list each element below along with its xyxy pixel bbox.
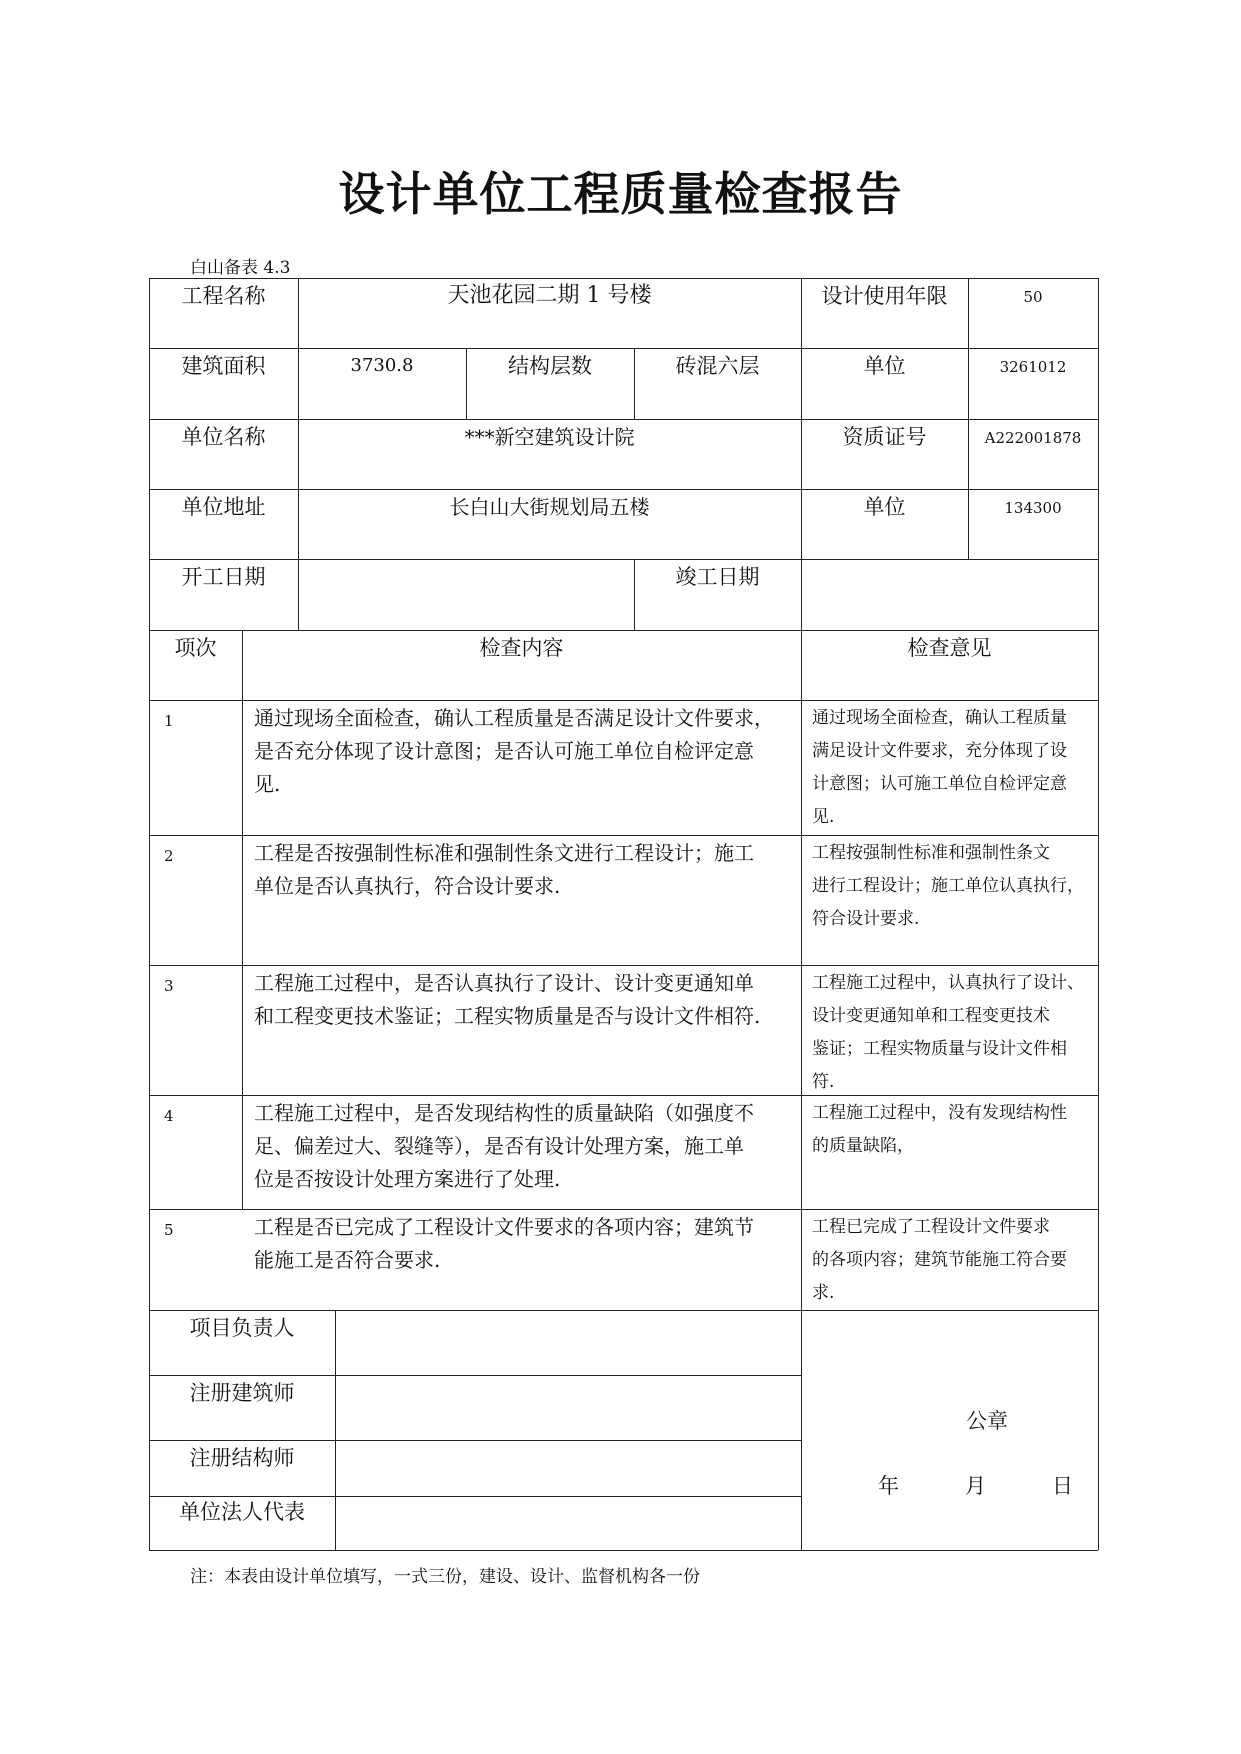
day-label: 日 — [1052, 1474, 1073, 1498]
unit-label-1: 单位 — [863, 354, 906, 378]
item-opinion: 工程施工过程中，没有发现结构性 的质量缺陷， — [812, 1103, 1067, 1156]
item-no: 3 — [164, 977, 174, 995]
unit-value-1: 3261012 — [999, 358, 1067, 376]
form-number: 白山备表 4.3 — [190, 258, 291, 278]
item-content: 工程施工过程中，是否认真执行了设计、设计变更通知单 和工程变更技术鉴证；工程实物质量是否与设计文件相符. — [254, 971, 761, 1028]
structural-engineer-label: 注册结构师 — [189, 1446, 295, 1470]
structure-label: 结构层数 — [508, 354, 592, 378]
item-opinion: 工程按强制性标准和强制性条文 进行工程设计；施工单位认真执行， 符合设计要求. — [812, 843, 1084, 929]
item-content: 工程是否已完成了工程设计文件要求的各项内容；建筑节 能施工是否符合要求. — [254, 1215, 754, 1272]
item-content: 通过现场全面检查，确认工程质量是否满足设计文件要求， 是否充分体现了设计意图；是否认可施工单位自检评定意 见. — [254, 706, 774, 796]
address-label: 单位地址 — [181, 495, 266, 519]
unit-value-2: 134300 — [1004, 499, 1062, 517]
start-date-label: 开工日期 — [181, 565, 266, 589]
item-content: 工程是否按强制性标准和强制性条文进行工程设计；施工 单位是否认真执行，符合设计要求. — [254, 841, 754, 898]
org-name-label: 单位名称 — [181, 425, 266, 449]
project-name: 天池花园二期 1 号楼 — [447, 283, 652, 308]
col-content-header: 检查内容 — [479, 636, 564, 660]
structure-value: 砖混六层 — [675, 354, 760, 378]
architect-label: 注册建筑师 — [189, 1381, 295, 1405]
unit-label-2: 单位 — [863, 495, 906, 519]
item-opinion: 通过现场全面检查，确认工程质量 满足设计文件要求，充分体现了设 计意图；认可施工单位自检评定意 见. — [812, 708, 1067, 827]
col-no-header: 项次 — [174, 636, 217, 660]
design-life-label: 设计使用年限 — [821, 284, 948, 308]
seal-label: 公章 — [966, 1409, 1008, 1433]
item-opinion: 工程施工过程中，认真执行了设计、 设计变更通知单和工程变更技术 鉴证；工程实物质量与设计文件相 符. — [812, 973, 1084, 1092]
org-name: ***新空建筑设计院 — [464, 425, 635, 449]
page-title: 设计单位工程质量检查报告 — [338, 167, 903, 221]
item-no: 4 — [164, 1107, 174, 1125]
month-label: 月 — [965, 1474, 986, 1498]
item-no: 5 — [164, 1221, 174, 1239]
area-value: 3730.8 — [350, 355, 414, 376]
design-life: 50 — [1023, 288, 1043, 306]
cert-label: 资质证号 — [842, 425, 927, 449]
item-content: 工程施工过程中，是否发现结构性的质量缺陷（如强度不 足、偏差过大、裂缝等），是否有设计处理方案，施工单 位是否按设计处理方案进行了处理. — [254, 1101, 754, 1191]
project-lead-label: 项目负责人 — [189, 1316, 295, 1340]
end-date-label: 竣工日期 — [675, 565, 760, 589]
col-opinion-header: 检查意见 — [907, 636, 992, 660]
project-name-label: 工程名称 — [181, 284, 266, 308]
year-label: 年 — [878, 1474, 899, 1498]
item-no: 2 — [164, 847, 174, 865]
item-no: 1 — [164, 712, 174, 730]
address-value: 长白山大街规划局五楼 — [449, 495, 650, 519]
legal-rep-label: 单位法人代表 — [179, 1500, 305, 1524]
cert-value: A222001878 — [984, 429, 1082, 447]
area-label: 建筑面积 — [181, 354, 266, 378]
item-opinion: 工程已完成了工程设计文件要求 的各项内容；建筑节能施工符合要 求. — [812, 1217, 1067, 1303]
footnote: 注：本表由设计单位填写，一式三份，建设、设计、监督机构各一份 — [190, 1567, 700, 1587]
